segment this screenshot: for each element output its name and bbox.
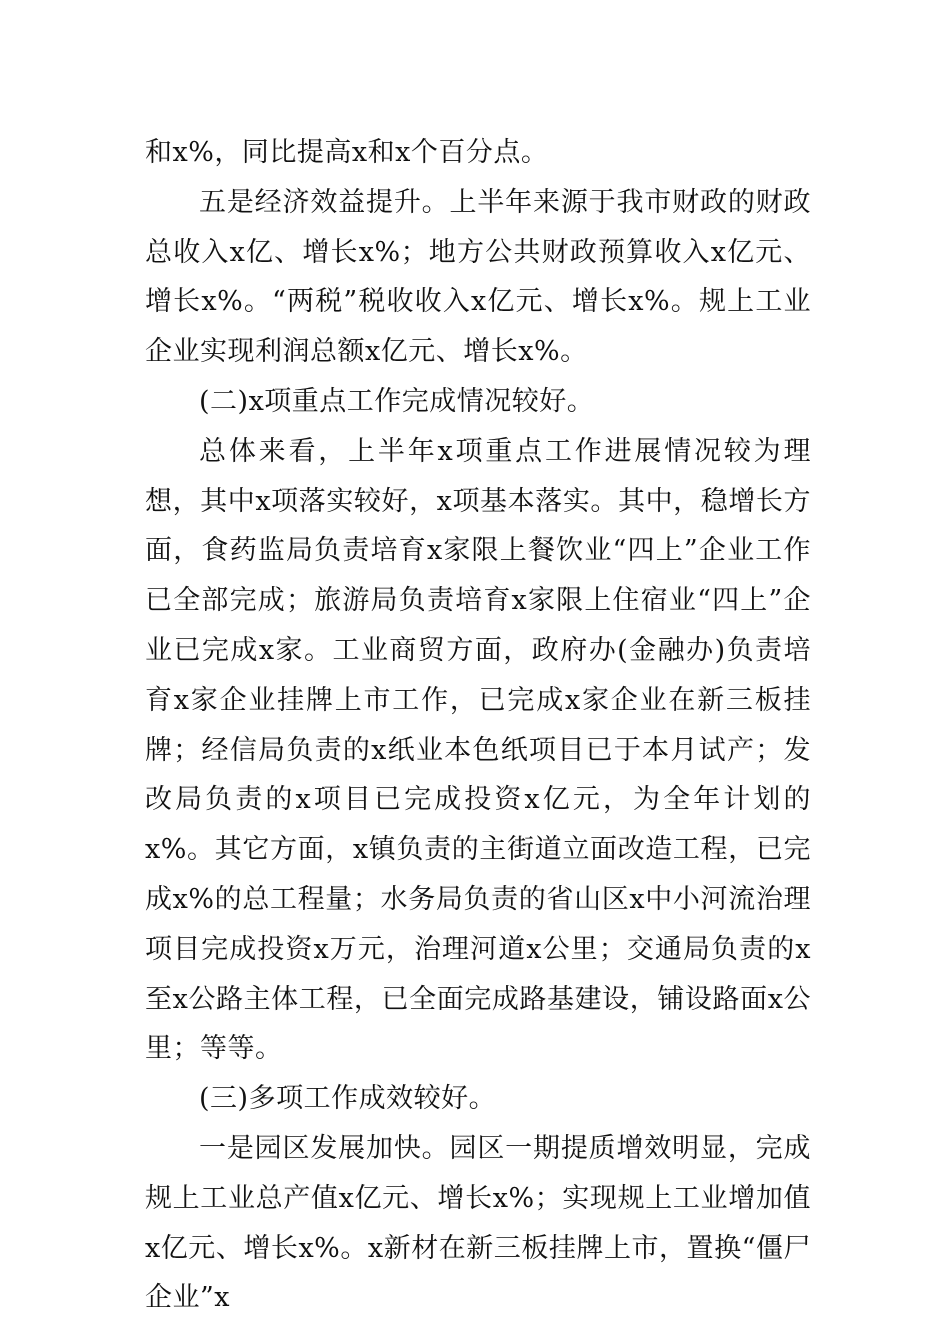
paragraph-key-work-overview: 总体来看，上半年x项重点工作进展情况较为理想，其中x项落实较好，x项基本落实。其中，稳增长方面，食药监局负责培育x家限上餐饮业“四上”企业工作已全部完成；旅游局负责培育x家限上住宿业“四上”企业已完成x家。工业商贸方面，政府办(金融办)负责培育x家企业挂牌上市工作，已完成x家企业在新三板挂牌；经信局负责的x纸业本色纸项目已于本月试产；发改局负责的x项目已完成投资x亿元，为全年计划的x%。其它方面，x镇负责的主街道立面改造工程，已完成x%的总工程量；水务局负责的省山区x中小河流治理项目完成投资x万元，治理河道x公里；交通局负责的x至x公路主体工程，已全面完成路基建设，铺设路面x公里；等等。 [145,435,811,1065]
section-heading-three: (三)多项工作成效较好。 [199,1083,497,1115]
paragraph-economic-benefit: 五是经济效益提升。上半年来源于我市财政的财政总收入x亿、增长x%；地方公共财政预算收入x亿元、增长x%。“两税”税收收入x亿元、增长x%。规上工业企业实现利润总额x亿元、增长x%。 [145,186,811,368]
document-body [145,128,811,1323]
paragraph-continued: 和x%，同比提高x和x个百分点。 [145,137,549,168]
section-heading-two: (二)x项重点工作完成情况较好。 [199,385,595,417]
paragraph-park-development: 一是园区发展加快。园区一期提质增效明显，完成规上工业总产值x亿元、增长x%；实现规上工业增加值x亿元、增长x%。x新材在新三板挂牌上市，置换“僵尸企业”x [145,1132,811,1314]
